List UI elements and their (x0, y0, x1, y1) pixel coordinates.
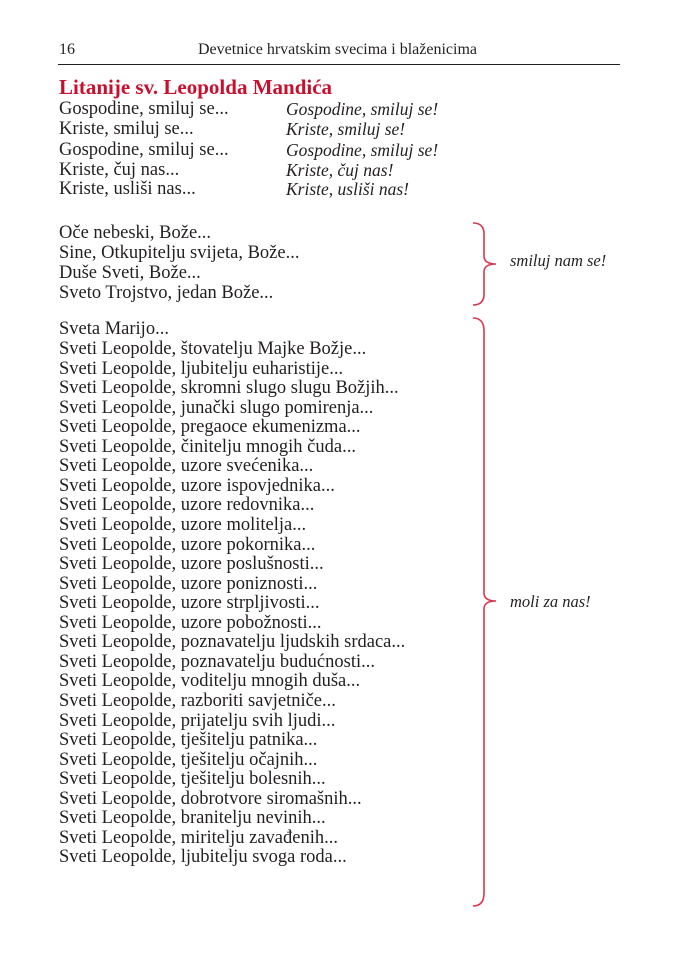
saint-line: Sveti Leopolde, uzore ispovjednika... (59, 476, 335, 496)
response: Kriste, smiluj se! (286, 119, 406, 139)
response: Kriste, čuj nas! (286, 160, 394, 180)
saint-line: Sveti Leopolde, uzore strpljivosti... (59, 593, 320, 613)
saint-line: Sveti Leopolde, prijatelju svih ljudi... (59, 711, 336, 731)
curly-brace-icon (472, 317, 502, 907)
saint-line: Sveti Leopolde, činitelju mnogih čuda... (59, 437, 356, 457)
saint-line: Sveta Marijo... (59, 319, 169, 339)
response: Gospodine, smiluj se! (286, 140, 439, 160)
trinity-line: Duše Sveti, Bože... (59, 263, 201, 283)
invocation: Gospodine, smiluj se... (59, 140, 229, 160)
trinity-response: smiluj nam se! (510, 251, 607, 270)
saint-line: Sveti Leopolde, uzore pokornika... (59, 535, 316, 555)
saint-line: Sveti Leopolde, voditelju mnogih duša... (59, 671, 361, 691)
trinity-line: Sveto Trojstvo, jedan Bože... (59, 283, 274, 303)
invocation: Kriste, čuj nas... (59, 160, 180, 180)
saint-line: Sveti Leopolde, dobrotvore siromašnih... (59, 789, 362, 809)
invocation: Kriste, smiluj se... (59, 119, 194, 139)
litany-title: Litanije sv. Leopolda Mandića (59, 75, 333, 99)
saint-line: Sveti Leopolde, tješitelju bolesnih... (59, 769, 326, 789)
invocation: Kriste, usliši nas... (59, 179, 196, 199)
saint-line: Sveti Leopolde, miritelju zavađenih... (59, 828, 338, 848)
saint-line: Sveti Leopolde, uzore pobožnosti... (59, 613, 322, 633)
saint-line: Sveti Leopolde, uzore svećenika... (59, 456, 314, 476)
saint-line: Sveti Leopolde, poznavatelju ljudskih srdaca... (59, 632, 406, 652)
curly-brace-icon (472, 222, 502, 306)
saint-line: Sveti Leopolde, tješitelju patnika... (59, 730, 318, 750)
saint-line: Sveti Leopolde, ljubitelju euharistije... (59, 359, 344, 379)
saints-response: moli za nas! (510, 592, 591, 611)
response: Kriste, usliši nas! (286, 179, 410, 199)
saint-line: Sveti Leopolde, pregaoce ekumenizma... (59, 417, 361, 437)
saint-line: Sveti Leopolde, uzore poslušnosti... (59, 554, 324, 574)
response: Gospodine, smiluj se! (286, 99, 439, 119)
saint-line: Sveti Leopolde, skromni slugo slugu Božjih... (59, 378, 399, 398)
saint-line: Sveti Leopolde, uzore redovnika... (59, 495, 315, 515)
saint-line: Sveti Leopolde, junački slugo pomirenja... (59, 398, 374, 418)
trinity-line: Oče nebeski, Bože... (59, 223, 212, 243)
invocation: Gospodine, smiluj se... (59, 99, 229, 119)
saint-line: Sveti Leopolde, tješitelju očajnih... (59, 750, 318, 770)
trinity-line: Sine, Otkupitelju svijeta, Bože... (59, 243, 300, 263)
saint-line: Sveti Leopolde, ljubitelju svoga roda... (59, 847, 347, 867)
saint-line: Sveti Leopolde, razboriti savjetniče... (59, 691, 336, 711)
saint-line: Sveti Leopolde, štovatelju Majke Božje... (59, 339, 367, 359)
page-number: 16 (59, 41, 75, 58)
running-head: Devetnice hrvatskim svecima i blaženicima (198, 41, 477, 58)
saint-line: Sveti Leopolde, poznavatelju budućnosti... (59, 652, 375, 672)
saint-line: Sveti Leopolde, branitelju nevinih... (59, 808, 326, 828)
saint-line: Sveti Leopolde, uzore poniznosti... (59, 574, 318, 594)
saint-line: Sveti Leopolde, uzore molitelja... (59, 515, 307, 535)
header-rule (58, 64, 620, 65)
